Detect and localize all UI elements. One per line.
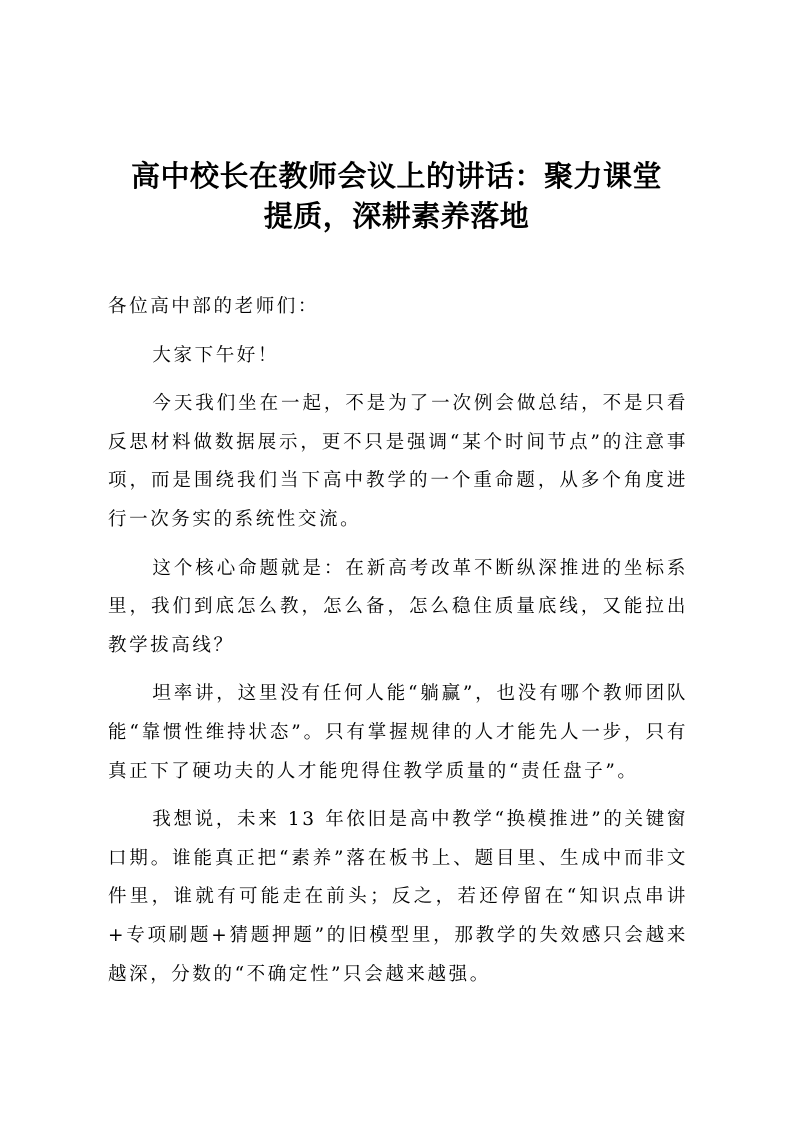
body-paragraph: 坦率讲，这里没有任何人能“躺赢”，也没有哪个教师团队能“靠惯性维持状态”。只有掌握规律的人才能先人一步，只有真正下了硬功夫的人才能兜得住教学质量的“责任盘子”。 (108, 683, 688, 782)
body-paragraph: 今天我们坐在一起，不是为了一次例会做总结，不是只看反思材料做数据展示，更不只是强调“某个时间节点”的注意事项，而是围绕我们当下高中教学的一个重命题，从多个角度进行一次务实的系统性交流。 (108, 393, 688, 530)
title-line-2: 提质，深耕素养落地 (263, 199, 530, 233)
salutation: 各位高中部的老师们： (108, 296, 320, 317)
document-body (108, 288, 688, 1004)
body-paragraph: 这个核心命题就是：在新高考改革不断纵深推进的坐标系里，我们到底怎么教，怎么备，怎么稳住质量底线，又能拉出教学拔高线？ (108, 557, 688, 656)
body-paragraph: 我想说，未来 13 年依旧是高中教学“换模推进”的关键窗口期。谁能真正把“素养”落在板书上、题目里、生成中而非文件里，谁就有可能走在前头；反之，若还停留在“知识点串讲+专项刷题+猜题押题”的旧模型里，那教学的失效感只会越来越深，分数的“不确定性”只会越来越强。 (108, 809, 688, 985)
document-title (100, 156, 693, 236)
title-line-1: 高中校长在教师会议上的讲话：聚力课堂 (130, 159, 662, 193)
greeting-paragraph: 大家下午好！ (152, 344, 279, 366)
